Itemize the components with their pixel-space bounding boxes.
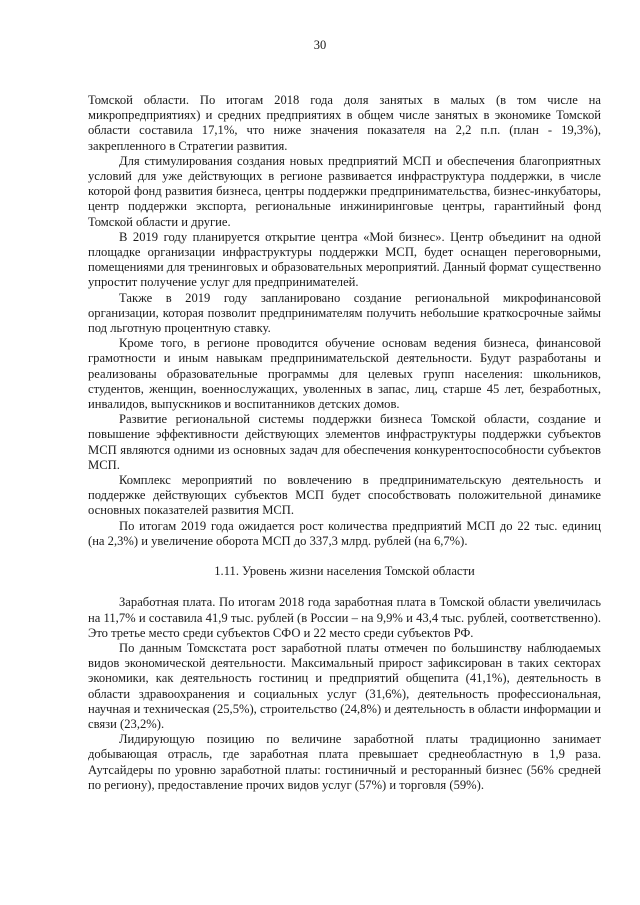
paragraph: Томской области. По итогам 2018 года доля занятых в малых (в том числе на микропредприятиях) и средних предприятиях в общем числе занятых в экономике Томской области составила 17,1%, что ниже значения показателя на 2,2 п.п. (план - 19,3%), закрепленного в Стратегии развития. <box>88 93 601 153</box>
section-heading: 1.11. Уровень жизни населения Томской области <box>214 564 475 579</box>
paragraph: Заработная плата. По итогам 2018 года заработная плата в Томской области увеличилась на 11,7% и составила 41,9 тыс. рублей (в России – на 9,9% и 43,4 тыс. рублей, соответственно). Это третье место среди субъектов СФО и 22 место среди субъектов РФ. <box>88 595 601 640</box>
paragraph: Комплекс мероприятий по вовлечению в предпринимательскую деятельность и поддержке действующих субъектов МСП будет способствовать положительной динамике основных показателей развития МСП. <box>88 473 601 518</box>
paragraph: В 2019 году планируется открытие центра «Мой бизнес». Центр объединит на одной площадке организации инфраструктуры поддержки МСП, будет оснащен переговорными, помещениями для тренинговых и образовательных мероприятий. Данный формат существенно упростит получение услуг для предпринимателей. <box>88 229 601 290</box>
paragraph: По итогам 2019 года ожидается рост количества предприятий МСП до 22 тыс. единиц (на 2,3%) и увеличение оборота МСП до 337,3 млрд. рублей (на 6,7%). <box>88 518 601 548</box>
paragraph: Также в 2019 году запланировано создание региональной микрофинансовой организации, которая позволит предпринимателям получить небольшие краткосрочные займы под льготную процентную ставку. <box>88 290 601 336</box>
paragraph: Лидирующую позицию по величине заработной платы традиционно занимает добывающая отрасль, где заработная плата превышает среднеобластную в 1,9 раза. Аутсайдеры по уровню заработной платы: гостиничный и ресторанный бизнес (56% средней по региону), предоставление прочих видов услуг (57%) и торговля (59%). <box>88 732 601 792</box>
paragraph: По данным Томскстата рост заработной платы отмечен по большинству наблюдаемых видов экономической деятельности. Максимальный прирост зафиксирован в таких секторах экономики, как деятельность гостиниц и предприятий общепита (41,1%), деятельность в области здравоохранения и социальных услуг (31,6%), деятельность профессиональная, научная и техническая (25,5%), строительство (24,8%) и деятельность в области информации и связи (23,2%). <box>88 640 601 731</box>
paragraph: Кроме того, в регионе проводится обучение основам ведения бизнеса, финансовой грамотности и иным навыкам предпринимательской деятельности. Будут разработаны и реализованы образовательные программы для целевых групп населения: школьников, студентов, женщин, военнослужащих, уволенных в запас, лиц, старше 45 лет, безработных, инвалидов, выпускников и воспитанников детских домов. <box>88 336 601 412</box>
document-body <box>88 93 601 793</box>
paragraph: Для стимулирования создания новых предприятий МСП и обеспечения благоприятных условий для уже действующих в регионе развивается инфраструктура поддержки, в числе которой фонд развития бизнеса, центры поддержки предпринимательства, бизнес-инкубаторы, центр поддержки экспорта, региональные инжиниринговые центры, гарантийный фонд Томской области и другие. <box>88 153 601 229</box>
page-number: 30 <box>313 38 327 52</box>
paragraph: Развитие региональной системы поддержки бизнеса Томской области, создание и повышение эффективности действующих элементов инфраструктуры поддержки субъектов МСП являются одними из основных задач для обеспечения конкурентоспособности субъектов МСП. <box>88 412 601 472</box>
